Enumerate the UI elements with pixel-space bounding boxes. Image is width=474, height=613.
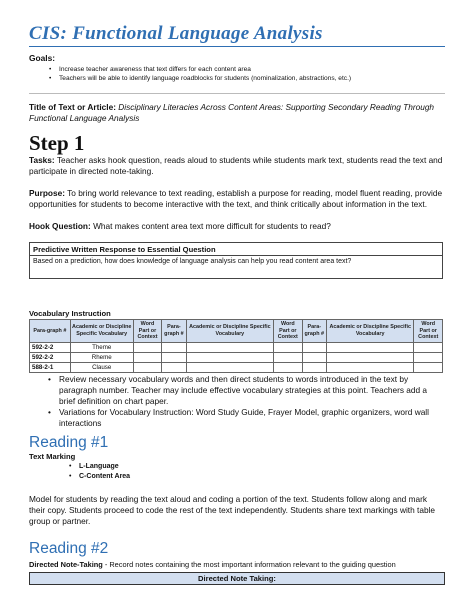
goal-item: • Increase teacher awareness that text differs for each content area: [59, 65, 445, 74]
dnt-paragraph: [29, 559, 445, 570]
text-marking-list: [29, 462, 445, 482]
col-header: Academic or Discipline Specific Vocabulary: [70, 320, 133, 343]
page-title: CIS: Functional Language Analysis: [29, 24, 445, 47]
purpose-paragraph: [29, 188, 445, 210]
col-header: Word Part or Context: [414, 320, 443, 343]
table-cell: [414, 352, 443, 362]
tasks-paragraph: [29, 155, 445, 177]
table-cell: [162, 342, 186, 352]
list-item: • L-Language: [79, 462, 445, 472]
table-cell: [302, 342, 326, 352]
title-of-text-value: Disciplinary Literacies Across Content Areas: Supporting Secondary Reading Through Functional Language Analysis: [29, 102, 435, 123]
table-cell: [326, 342, 413, 352]
divider: [29, 93, 445, 94]
reading2-heading: Reading #2: [29, 540, 109, 557]
col-header: Word Part or Context: [274, 320, 302, 343]
table-row: [30, 352, 443, 362]
prediction-box-title: Predictive Written Response to Essential Question: [30, 243, 442, 256]
step1-heading: Step 1: [29, 131, 85, 155]
reading1-model-text: Model for students by reading the text aloud and coding a portion of the text. Students follow along and mark their copy. Students proceed to code the rest of the text independently. Students share text markings with table group or partner.: [29, 494, 436, 526]
table-cell: [133, 362, 161, 372]
table-cell: 592-2-2: [30, 342, 71, 352]
table-cell: [186, 362, 273, 372]
list-item: • Variations for Vocabulary Instruction: Word Study Guide, Frayer Model, graphic organizers, word wall interactions: [59, 407, 445, 429]
reading1-heading: Reading #1: [29, 433, 109, 451]
table-cell: [186, 342, 273, 352]
dnt-text: - Record notes containing the most important information relevant to the guiding question: [102, 559, 396, 569]
title-of-text-label: Title of Text or Article:: [29, 102, 116, 112]
table-cell: Rheme: [70, 352, 133, 362]
directed-note-taking-bar: Directed Note Taking:: [29, 572, 445, 585]
table-cell: [133, 352, 161, 362]
table-cell: [162, 362, 186, 372]
title-of-text: [29, 102, 445, 124]
table-cell: [302, 352, 326, 362]
table-cell: [274, 352, 302, 362]
text-marking-label: Text Marking: [29, 452, 76, 461]
tasks-text: Teacher asks hook question, reads aloud to students while students mark text, students read the text and participate in directed note-taking.: [29, 155, 443, 176]
table-cell: [133, 342, 161, 352]
table-cell: [274, 362, 302, 372]
vocab-label: Vocabulary Instruction: [29, 309, 111, 318]
purpose-label: Purpose:: [29, 188, 65, 198]
list-item: • C-Content Area: [79, 472, 445, 482]
table-cell: [302, 362, 326, 372]
table-cell: [326, 352, 413, 362]
vocab-bullets: [29, 374, 445, 429]
table-cell: Clause: [70, 362, 133, 372]
hook-text: What makes content area text more difficult for students to read?: [93, 221, 331, 231]
table-cell: 588-2-1: [30, 362, 71, 372]
dnt-label: Directed Note-Taking: [29, 559, 103, 569]
purpose-text: To bring world relevance to text reading, establish a purpose for reading, model fluent reading, provide opportunities for students to become interactive with the text, and think critically about information in the text.: [29, 188, 443, 209]
col-header: Para-graph #: [162, 320, 186, 343]
table-row: [30, 362, 443, 372]
table-cell: [414, 342, 443, 352]
vocab-header-row: [30, 320, 443, 343]
prediction-box-body: Based on a prediction, how does knowledge of language analysis can help you read content area text?: [33, 258, 352, 265]
col-header: Academic or Discipline Specific Vocabulary: [326, 320, 413, 343]
table-cell: [274, 342, 302, 352]
tasks-label: Tasks:: [29, 155, 55, 165]
list-item: • Review necessary vocabulary words and then direct students to words introduced in the text by paragraph number. Teacher may include effective vocabulary strategies at this point. Teachers add a brief definition on chart paper.: [59, 374, 445, 407]
table-cell: Theme: [70, 342, 133, 352]
col-header: Word Part or Context: [133, 320, 161, 343]
vocab-table: [29, 319, 443, 373]
hook-paragraph: [29, 221, 445, 232]
prediction-box: [29, 242, 443, 279]
goal-item: • Teachers will be able to identify language roadblocks for students (nominalization, abstractions, etc.): [59, 74, 445, 83]
table-cell: [326, 362, 413, 372]
table-cell: [162, 352, 186, 362]
col-header: Para-graph #: [302, 320, 326, 343]
col-header: Para-graph #: [30, 320, 71, 343]
table-cell: [414, 362, 443, 372]
col-header: Academic or Discipline Specific Vocabulary: [186, 320, 273, 343]
table-row: [30, 342, 443, 352]
hook-label: Hook Question:: [29, 221, 91, 231]
goals-label: Goals:: [29, 53, 56, 63]
table-cell: [186, 352, 273, 362]
goals-list: [29, 65, 445, 83]
document-page: [29, 24, 445, 585]
table-cell: 592-2-2: [30, 352, 71, 362]
